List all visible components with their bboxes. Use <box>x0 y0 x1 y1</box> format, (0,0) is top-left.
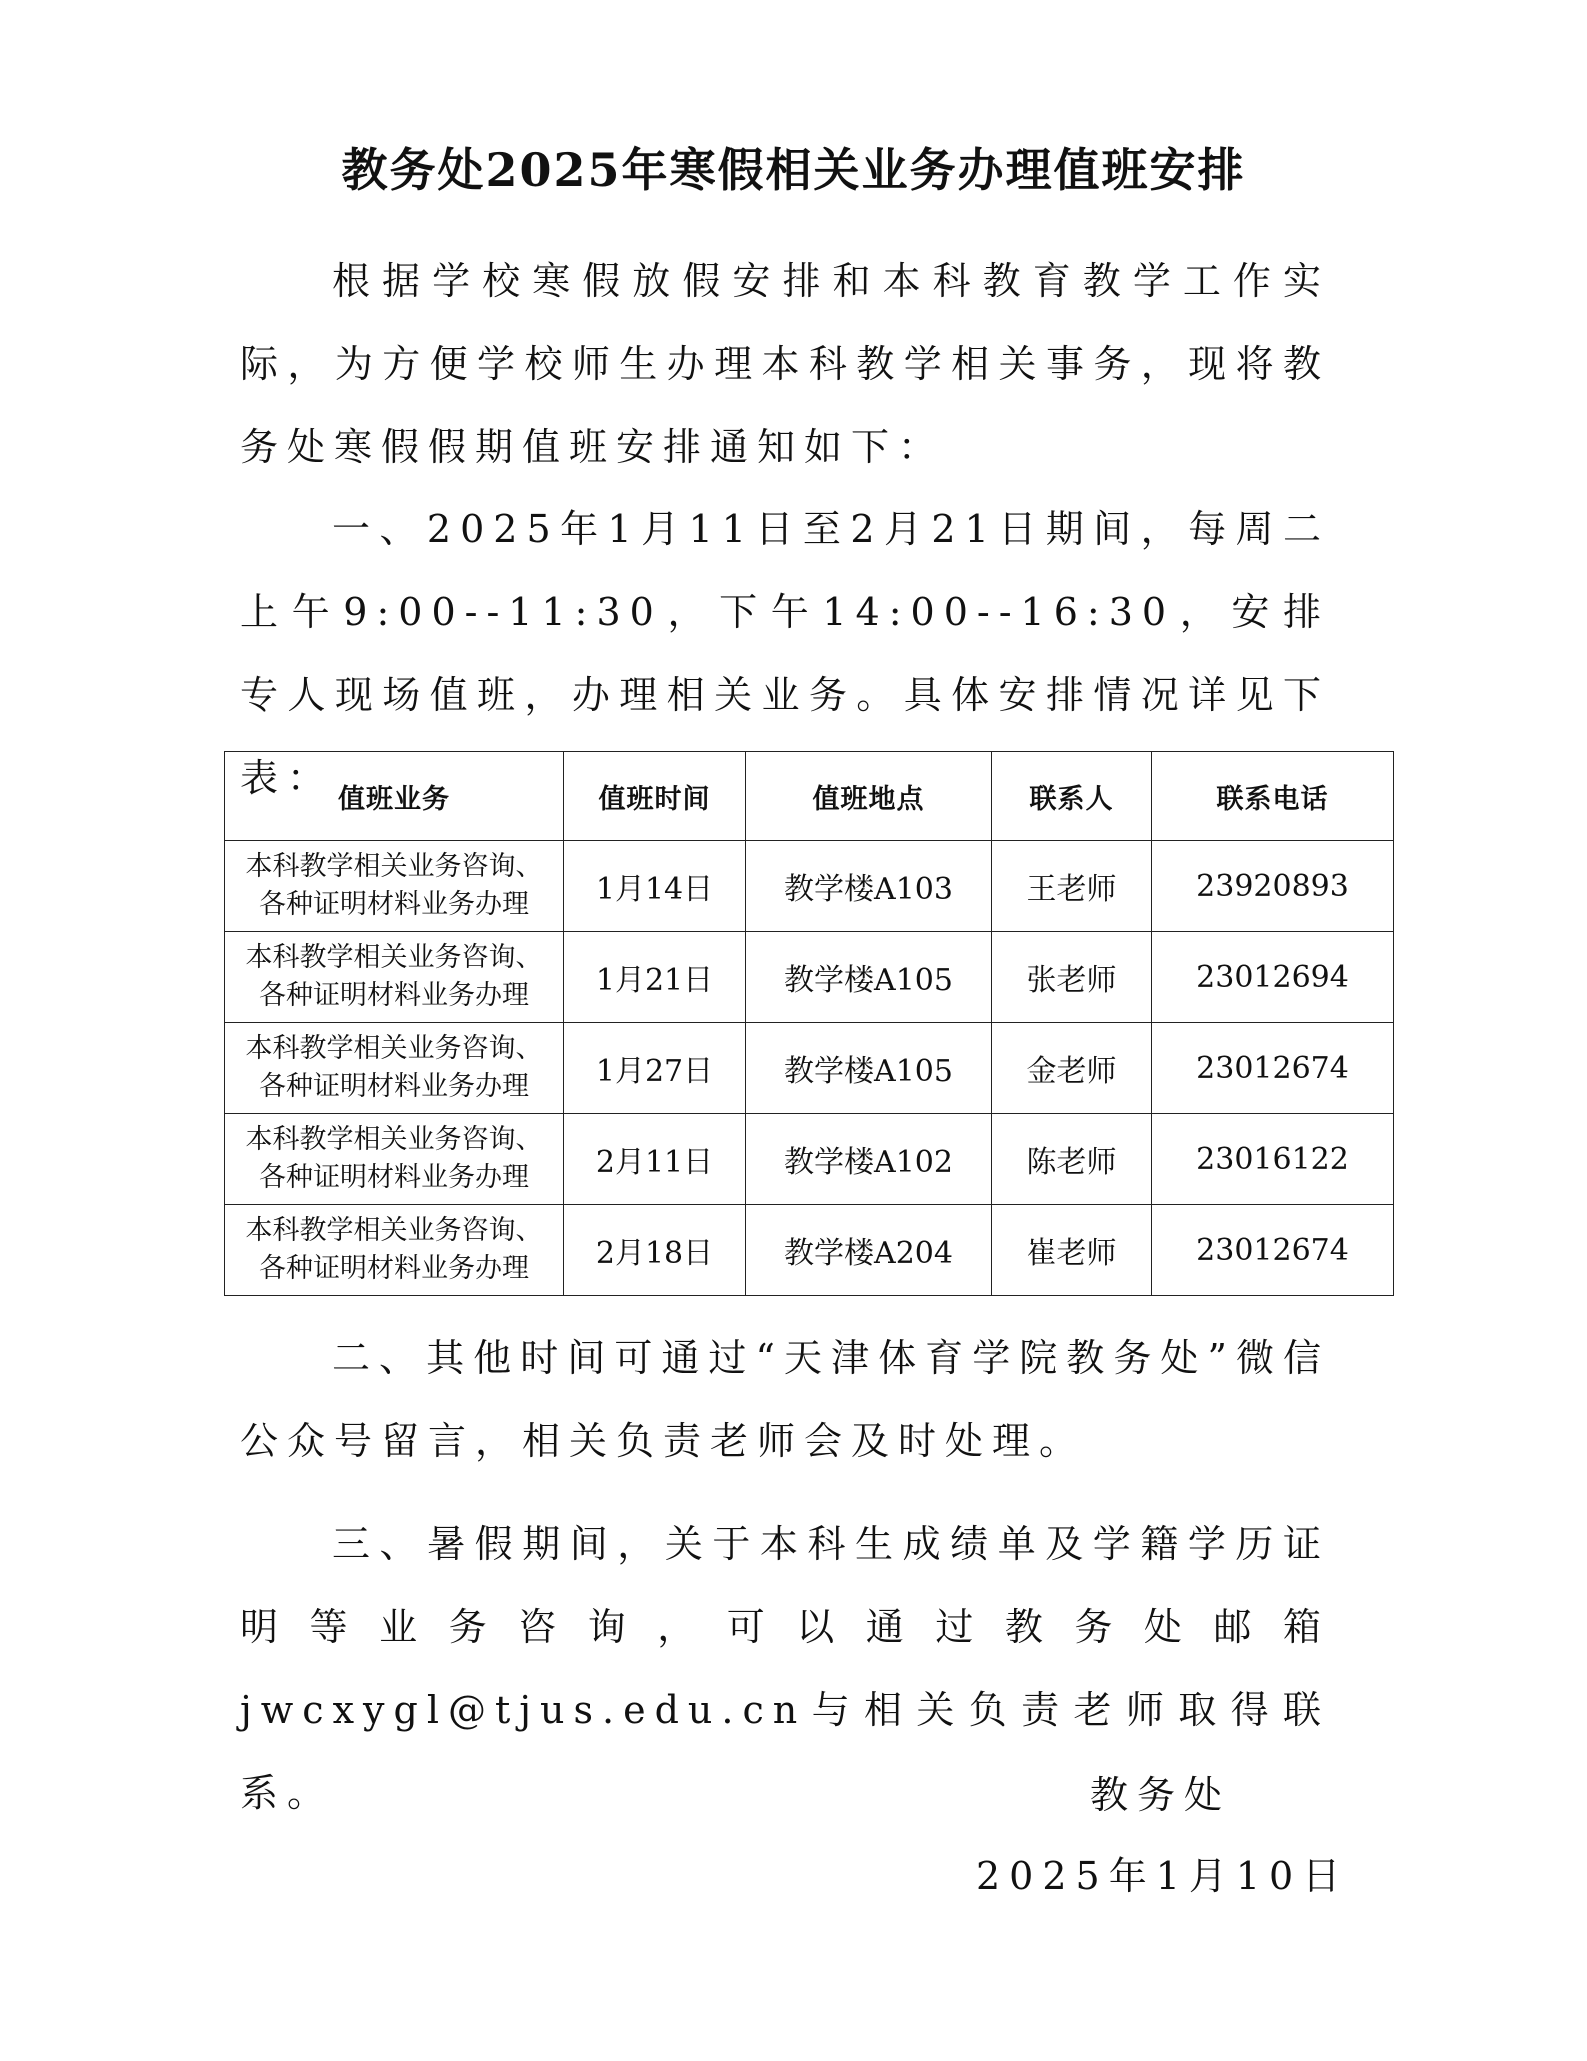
intro-paragraph: 根据学校寒假放假安排和本科教育教学工作实际，为方便学校师生办理本科教学相关事务，现将教务处寒假假期值班安排通知如下： <box>240 259 1330 469</box>
item-3-paragraph: 三、暑假期间，关于本科生成绩单及学籍学历证明等业务咨询，可以通过教务处邮箱jwcxygl@tjus.edu.cn与相关负责老师取得联系。 <box>240 1522 1330 1815</box>
business-line-2: 各种证明材料业务办理 <box>259 1162 529 1193</box>
cell-phone: 23920893 <box>1152 841 1394 932</box>
business-line-1: 本科教学相关业务咨询、 <box>245 942 543 973</box>
table-row <box>225 1023 1394 1114</box>
cell-location: 教学楼A105 <box>746 932 992 1023</box>
table-header-row <box>225 752 1394 841</box>
business-line-2: 各种证明材料业务办理 <box>259 980 529 1011</box>
business-line-1: 本科教学相关业务咨询、 <box>245 1033 543 1064</box>
cell-business <box>225 841 564 932</box>
cell-phone: 23012674 <box>1152 1205 1394 1296</box>
duty-schedule-table <box>224 751 1394 1296</box>
business-line-2: 各种证明材料业务办理 <box>259 1071 529 1102</box>
header-phone: 联系电话 <box>1152 752 1394 841</box>
item-1-paragraph: 一、2025年1月11日至2月21日期间，每周二上午9:00--11:30，下午14:00--16:30，安排专人现场值班，办理相关业务。具体安排情况详见下表： <box>240 507 1330 800</box>
cell-phone: 23012674 <box>1152 1023 1394 1114</box>
cell-business <box>225 1205 564 1296</box>
table-row <box>225 1205 1394 1296</box>
header-business: 值班业务 <box>225 752 564 841</box>
cell-date: 1月27日 <box>564 1023 746 1114</box>
cell-location: 教学楼A204 <box>746 1205 992 1296</box>
cell-phone: 23016122 <box>1152 1114 1394 1205</box>
cell-location: 教学楼A105 <box>746 1023 992 1114</box>
cell-location: 教学楼A102 <box>746 1114 992 1205</box>
cell-date: 1月14日 <box>564 841 746 932</box>
signature-org: 教务处 <box>1090 1773 1232 1817</box>
business-line-1: 本科教学相关业务咨询、 <box>245 1215 543 1246</box>
cell-phone: 23012694 <box>1152 932 1394 1023</box>
business-line-1: 本科教学相关业务咨询、 <box>245 851 543 882</box>
header-contact: 联系人 <box>992 752 1152 841</box>
business-line-1: 本科教学相关业务咨询、 <box>245 1124 543 1155</box>
cell-contact: 崔老师 <box>992 1205 1152 1296</box>
business-line-2: 各种证明材料业务办理 <box>259 889 529 920</box>
item-2-paragraph: 二、其他时间可通过“天津体育学院教务处”微信公众号留言，相关负责老师会及时处理。 <box>240 1336 1330 1463</box>
cell-business <box>225 1114 564 1205</box>
cell-contact: 陈老师 <box>992 1114 1152 1205</box>
header-location: 值班地点 <box>746 752 992 841</box>
table-row <box>225 841 1394 932</box>
business-line-2: 各种证明材料业务办理 <box>259 1253 529 1284</box>
table-row <box>225 1114 1394 1205</box>
cell-contact: 金老师 <box>992 1023 1152 1114</box>
cell-date: 1月21日 <box>564 932 746 1023</box>
cell-date: 2月18日 <box>564 1205 746 1296</box>
cell-contact: 王老师 <box>992 841 1152 932</box>
table-row <box>225 932 1394 1023</box>
cell-business <box>225 1023 564 1114</box>
cell-location: 教学楼A103 <box>746 841 992 932</box>
cell-business <box>225 932 564 1023</box>
header-time: 值班时间 <box>564 752 746 841</box>
cell-date: 2月11日 <box>564 1114 746 1205</box>
cell-contact: 张老师 <box>992 932 1152 1023</box>
page-title: 教务处2025年寒假相关业务办理值班安排 <box>341 143 1246 197</box>
signature-date: 2025年1月10日 <box>976 1854 1350 1898</box>
